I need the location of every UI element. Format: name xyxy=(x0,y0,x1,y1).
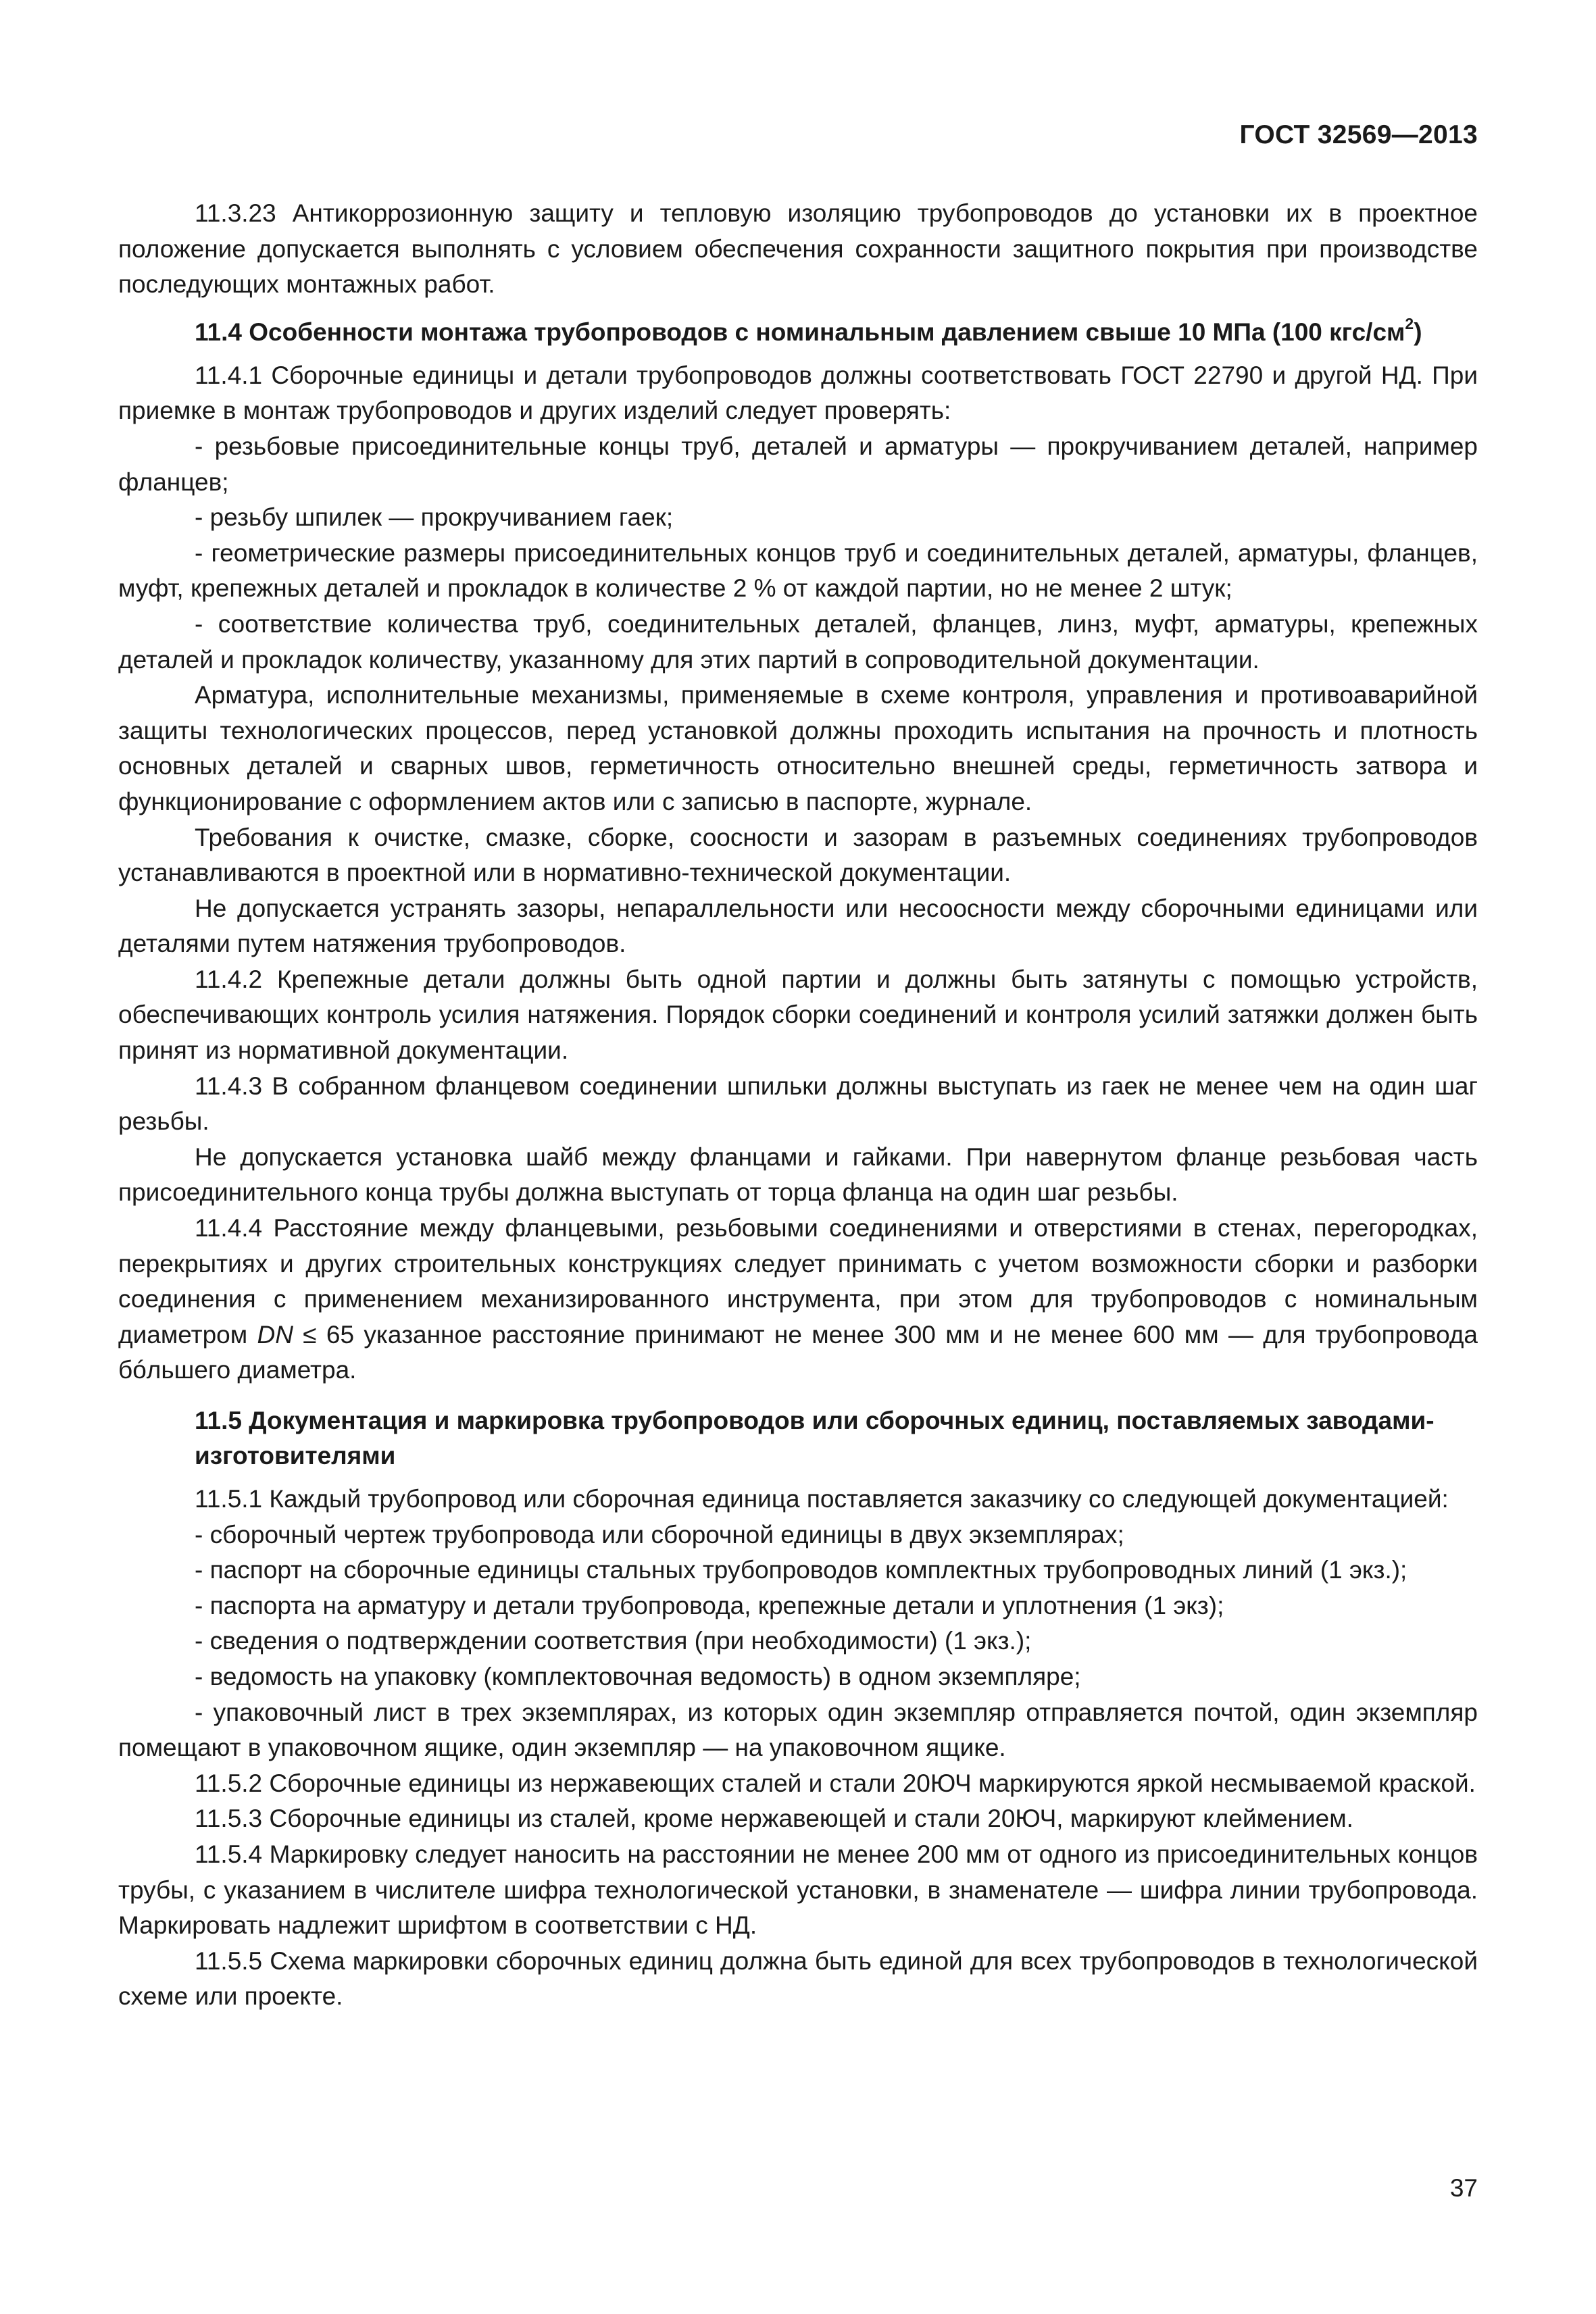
list-item: - упаковочный лист в трех экземплярах, из которых один экземпляр отправляется почтой, один экземпляр помещают в упаковочном ящике, один экземпляр — на упаковочном ящике. xyxy=(118,1698,1478,1762)
list-item: - сборочный чертеж трубопровода или сборочной единицы в двух экземплярах; xyxy=(195,1520,1124,1549)
dn-symbol: DN xyxy=(257,1320,293,1349)
paragraph-armatura: Арматура, исполнительные механизмы, применяемые в схеме контроля, управления и противоаварийной защиты технологических процессов, перед установкой должны проходить испытания на прочность и плотность основных деталей и сварных швов, герметичность относительно внешней среды, герметичность затвора и функционирование с оформлением актов или с записью в паспорте, журнале. xyxy=(118,681,1478,815)
page-body xyxy=(118,196,1478,2015)
paragraph-11-3-23: 11.3.23 Антикоррозионную защиту и тепловую изоляцию трубопроводов до установки их в проектное положение допускается выполнять с условием обеспечения сохранности защитного покрытия при производстве последующих монтажных работ. xyxy=(118,199,1478,299)
paragraph-11-4-4-text-after: ≤ 65 указанное расстояние принимают не менее 300 мм и не менее 600 мм — для трубопровода бóльшего диаметра. xyxy=(118,1320,1478,1384)
list-item: - сведения о подтверждении соответствия (при необходимости) (1 экз.); xyxy=(195,1627,1032,1655)
paragraph-11-5-4: 11.5.4 Маркировку следует наносить на расстоянии не менее 200 мм от одного из присоединительных концов трубы, с указанием в числителе шифра технологической установки, в знаменателе — шифра линии трубопровода. Маркировать надлежит шрифтом в соответствии с НД. xyxy=(118,1840,1478,1940)
section-heading-11-5: 11.5 Документация и маркировка трубопроводов или сборочных единиц, поставляемых заводами-изготовителями xyxy=(195,1407,1435,1469)
paragraph-11-5-1: 11.5.1 Каждый трубопровод или сборочная единица поставляется заказчику со следующей документацией: xyxy=(195,1485,1449,1513)
paragraph-11-4-2: 11.4.2 Крепежные детали должны быть одной партии и должны быть затянуты с помощью устройств, обеспечивающих контроль усилия натяжения. Порядок сборки соединений и контроля усилий затяжки должен быть принят из нормативной документации. xyxy=(118,965,1478,1065)
list-item: - геометрические размеры присоединительных концов труб и соединительных деталей, арматуры, фланцев, муфт, крепежных деталей и прокладок в количестве 2 % от каждой партии, но не менее 2 штук; xyxy=(118,538,1478,603)
list-item: - паспорта на арматуру и детали трубопровода, крепежные детали и уплотнения (1 экз); xyxy=(195,1591,1224,1619)
list-item: - ведомость на упаковку (комплектовочная ведомость) в одном экземпляре; xyxy=(195,1662,1081,1690)
paragraph-11-4-4 xyxy=(118,1211,1478,1388)
paragraph-11-5-3: 11.5.3 Сборочные единицы из сталей, кроме нержавеющей и стали 20ЮЧ, маркируют клеймением. xyxy=(195,1805,1353,1833)
paragraph-ne-dopuskaetsya-2: Не допускается установка шайб между фланцами и гайками. При навернутом фланце резьбовая часть присоединительного конца трубы должна выступать от торца фланца на один шаг резьбы. xyxy=(118,1142,1478,1207)
paragraph-ne-dopuskaetsya-1: Не допускается устранять зазоры, непараллельности или несоосности между сборочными единицами или деталями путем натяжения трубопроводов. xyxy=(118,894,1478,958)
section-heading-11-4-tail: ) xyxy=(1414,318,1422,346)
page-number: 37 xyxy=(1449,2174,1478,2202)
list-item: - резьбовые присоединительные концы труб, деталей и арматуры — прокручиванием деталей, например фланцев; xyxy=(118,432,1478,496)
section-heading-11-4-superscript: 2 xyxy=(1405,314,1414,332)
list-item: - соответствие количества труб, соединительных деталей, фланцев, линз, муфт, арматуры, крепежных деталей и прокладок количеству, указанному для этих партий в сопроводительной документации. xyxy=(118,609,1478,674)
section-heading-11-4 xyxy=(118,315,1478,350)
paragraph-11-4-3: 11.4.3 В собранном фланцевом соединении шпильки должны выступать из гаек не менее чем на один шаг резьбы. xyxy=(118,1072,1478,1136)
paragraph-11-4-1: 11.4.1 Сборочные единицы и детали трубопроводов должны соответствовать ГОСТ 22790 и другой НД. При приемке в монтаж трубопроводов и других изделий следует проверять: xyxy=(118,361,1478,425)
list-item: - паспорт на сборочные единицы стальных трубопроводов комплектных трубопроводных линий (1 экз.); xyxy=(195,1556,1407,1584)
paragraph-11-5-2: 11.5.2 Сборочные единицы из нержавеющих сталей и стали 20ЮЧ маркируются яркой несмываемой краской. xyxy=(195,1769,1476,1797)
list-item: - резьбу шпилек — прокручиванием гаек; xyxy=(195,503,674,532)
paragraph-11-5-5: 11.5.5 Схема маркировки сборочных единиц должна быть единой для всех трубопроводов в технологической схеме или проекте. xyxy=(118,1946,1478,2011)
document-code-header: ГОСТ 32569—2013 xyxy=(1239,120,1478,149)
paragraph-trebovaniya: Требования к очистке, смазке, сборке, соосности и зазорам в разъемных соединениях трубопроводов устанавливаются в проектной или в нормативно-технической документации. xyxy=(118,823,1478,887)
paragraph-11-4-4-text-before: 11.4.4 Расстояние между фланцевыми, резьбовыми соединениями и отверстиями в стенах, перегородках, перекрытиях и других строительных конструкциях следует принимать с учетом возможности сборки и разборки соединения с применением механизированного инструмента, при этом для трубопроводов с номинальным диаметром xyxy=(118,1214,1478,1349)
section-heading-11-4-text: 11.4 Особенности монтажа трубопроводов с номинальным давлением свыше 10 МПа (100 кгс/см xyxy=(195,318,1405,346)
